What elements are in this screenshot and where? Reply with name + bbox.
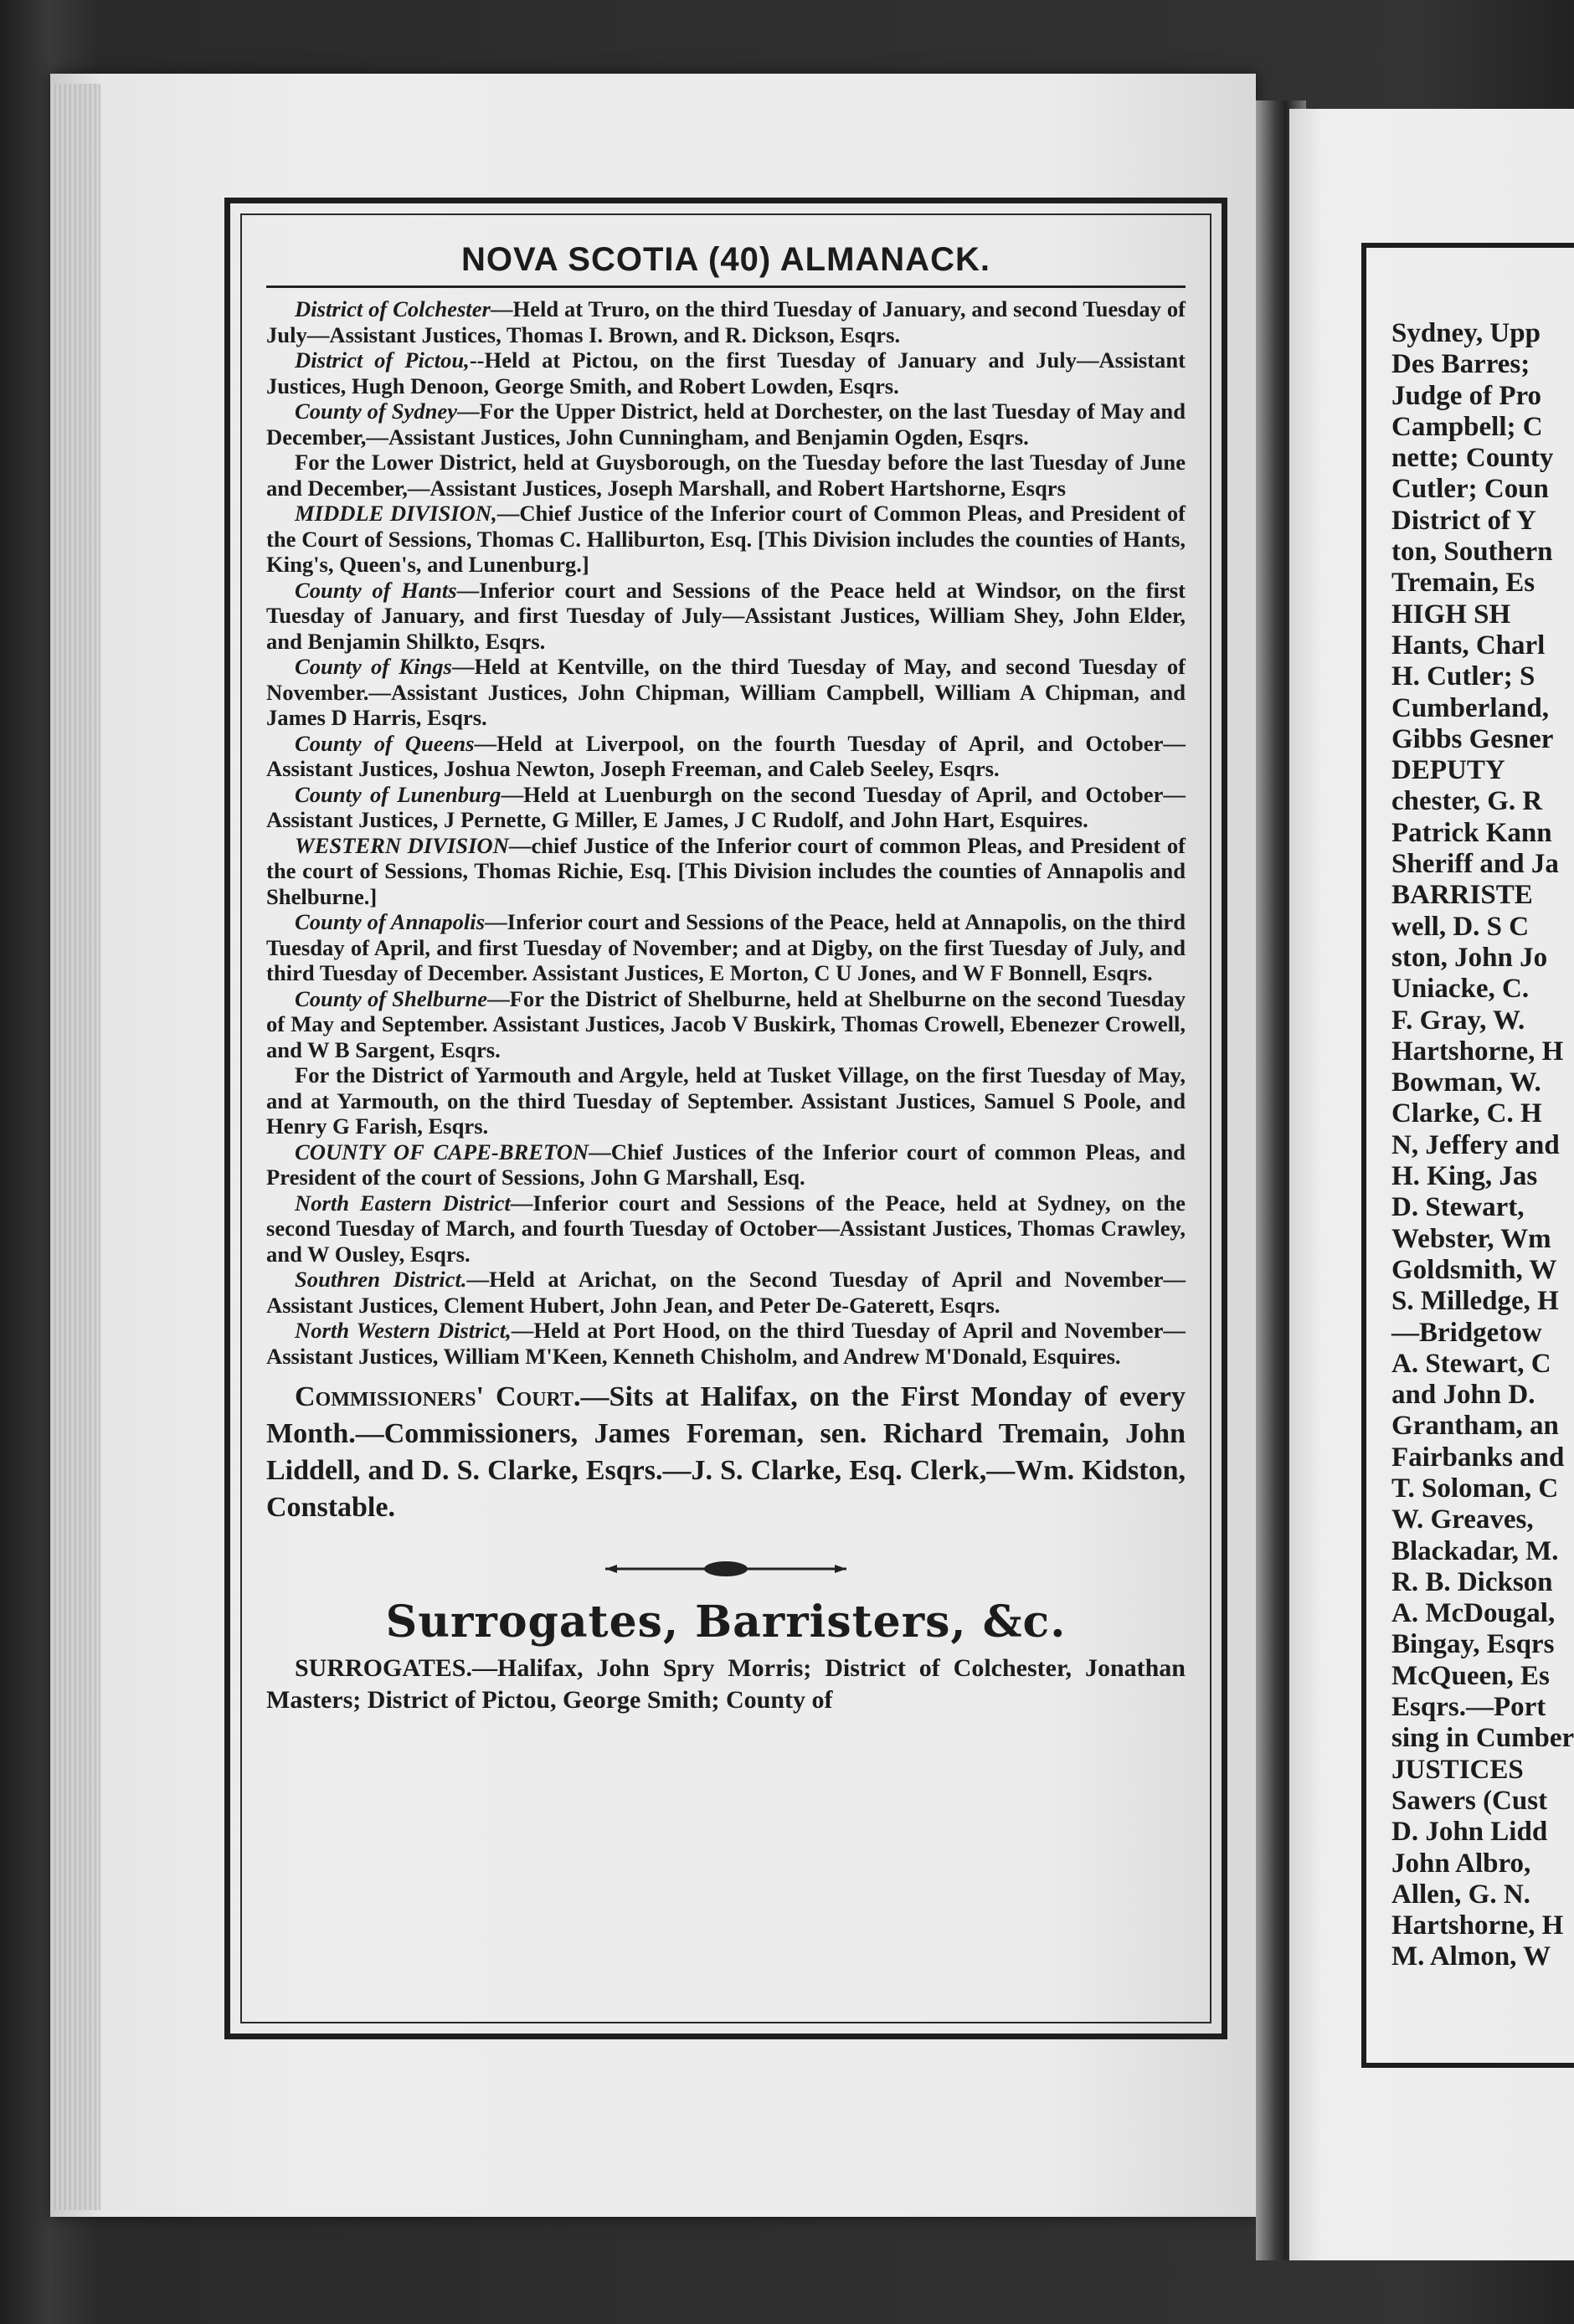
- right-page-line: Fairbanks and: [1391, 1442, 1565, 1473]
- right-page-line: Hartshorne, H: [1391, 1910, 1564, 1941]
- right-page-line: H. King, Jas: [1391, 1161, 1538, 1192]
- commissioners-text: —Sits at Halifax, on the First Monday of every Month.—Commissioners, James Foreman, sen. Richard Tremain, John Liddell, and D. S. Clarke, Esqrs.—J. S. Clarke, Esq. Clerk,—Wm. Kidston, Constable.: [266, 1381, 1186, 1523]
- court-entry: [266, 782, 1186, 833]
- right-page-line: D. John Lidd: [1391, 1817, 1548, 1848]
- court-entry: [266, 909, 1186, 986]
- court-entry-text: For the District of Yarmouth and Argyle, held at Tusket Village, on the first Tuesday of May, and at Yarmouth, on the third Tuesday of September. Assistant Justices, Samuel S Poole, and Henry G Farish, Esqrs.: [266, 1062, 1186, 1139]
- right-page-line: Tremain, Es: [1391, 568, 1535, 599]
- right-page-line: N, Jeffery and: [1391, 1129, 1560, 1160]
- right-page-line: DEPUTY: [1391, 755, 1505, 786]
- court-entry-text: —Held at Arichat, on the Second Tuesday of April and November—Assistant Justices, Clement Hubert, John Jean, and Peter De-Gaterett, Esqrs.: [266, 1267, 1186, 1318]
- court-entry-text: —Chief Justices of the Inferior court of common Pleas, and President of the court of Sessions, John G Marshall, Esq.: [266, 1139, 1186, 1190]
- court-entry: [266, 1062, 1186, 1139]
- court-entry: [266, 1190, 1186, 1267]
- right-page-line: T. Soloman, C: [1391, 1473, 1559, 1504]
- right-page-line: S. Milledge, H: [1391, 1286, 1559, 1317]
- court-entry: [266, 578, 1186, 655]
- surrogates-text: —Halifax, John Spry Morris; District of Colchester, Jonathan Masters; District of Pictou, George Smith; County of: [266, 1654, 1186, 1714]
- court-entry: [266, 1318, 1186, 1369]
- right-page-line: Goldsmith, W: [1391, 1254, 1557, 1285]
- right-page-line: Hants, Charl: [1391, 630, 1546, 661]
- court-entry-lead: COUNTY OF CAPE-BRETON: [295, 1139, 589, 1165]
- right-page-line: F. Gray, W.: [1391, 1005, 1525, 1036]
- court-entry-lead: North Western District,: [295, 1318, 512, 1343]
- right-page-line: M. Almon, W: [1391, 1941, 1551, 1972]
- court-entry-text: For the Lower District, held at Guysborough, on the Tuesday before the last Tuesday of June and December,—Assistant Justices, Joseph Marshall, and Robert Hartshorne, Esqrs: [266, 450, 1186, 501]
- title-rule: [266, 285, 1186, 288]
- right-page-line: Gibbs Gesner: [1391, 723, 1554, 754]
- right-page-line: JUSTICES: [1391, 1754, 1524, 1785]
- court-entry-lead: WESTERN DIVISION: [295, 832, 509, 858]
- court-entry-text: —For the Upper District, held at Dorchester, on the last Tuesday of May and December,—Assistant Justices, John Cunningham, and Benjamin Ogden, Esqrs.: [266, 398, 1186, 450]
- right-page-line: Webster, Wm: [1391, 1223, 1551, 1254]
- right-page-line: Esqrs.—Port: [1391, 1692, 1546, 1723]
- right-page-line: A. Stewart, C: [1391, 1348, 1551, 1379]
- court-entry-text: —Chief Justice of the Inferior court of Common Pleas, and President of the Court of Sessions, Thomas C. Halliburton, Esq. [This Division includes the counties of Hants, King's, Queen's, and Lunenburg.]: [266, 501, 1186, 577]
- court-entry: [266, 296, 1186, 347]
- right-page-line: HIGH SH: [1391, 599, 1511, 630]
- court-entry: [266, 347, 1186, 398]
- right-page-line: ston, John Jo: [1391, 942, 1548, 973]
- right-page-line: Des Barres;: [1391, 349, 1530, 380]
- right-page-line: Sydney, Upp: [1391, 318, 1541, 348]
- court-entries: [266, 296, 1186, 1369]
- commissioners-court: [266, 1379, 1186, 1526]
- surrogates-lead: SURROGATES.: [295, 1654, 472, 1682]
- right-page: [1289, 109, 1574, 2260]
- right-page-line: chester, G. R: [1391, 786, 1543, 817]
- right-page-line: ton, Southern: [1391, 537, 1553, 568]
- right-page-line: A. McDougal,: [1391, 1598, 1556, 1629]
- court-entry-text: —chief Justice of the Inferior court of common Pleas, and President of the court of Sessions, Thomas Richie, Esq. [This Division includes the counties of Annapolis and Shelburne.]: [266, 832, 1186, 909]
- ornament-divider-icon: [600, 1555, 851, 1583]
- court-entry-lead: District of Pictou,: [295, 347, 470, 373]
- court-entry: [266, 833, 1186, 910]
- right-page-line: BARRISTE: [1391, 880, 1533, 911]
- court-entry-text: —Held at Liverpool, on the fourth Tuesday of April, and October—Assistant Justices, Joshua Newton, Joseph Freeman, and Caleb Seeley, Esqrs.: [266, 730, 1186, 781]
- right-page-line: Patrick Kann: [1391, 817, 1552, 848]
- right-page-line: Bingay, Esqrs: [1391, 1629, 1555, 1660]
- court-entry: [266, 1267, 1186, 1318]
- right-page-line: District of Y: [1391, 505, 1536, 536]
- court-entry-text: —Inferior court and Sessions of the Peace, held at Annapolis, on the third Tuesday of April, and first Tuesday of November; and at Digby, on the first Tuesday of July, and third Tuesday of December. Assistant Justices, E Morton, C U Jones, and W F Bonnell, Esqrs.: [266, 909, 1186, 985]
- right-page-line: Allen, G. N.: [1391, 1879, 1530, 1910]
- court-entry-lead: County of Kings: [295, 654, 452, 679]
- court-entry-lead: District of Colchester: [295, 296, 491, 321]
- court-entry-text: —Inferior court and Sessions of the Peace held at Windsor, on the first Tuesday of January, and first Tuesday of July—Assistant Justices, William Shey, John Elder, and Benjamin Shilkto, Esqrs.: [266, 577, 1186, 654]
- right-page-line: Hartshorne, H: [1391, 1036, 1564, 1067]
- right-page-line: Judge of Pro: [1391, 380, 1542, 411]
- court-entry-text: —Held at Kentville, on the third Tuesday of May, and second Tuesday of November.—Assistant Justices, John Chipman, William Campbell, William A Chipman, and James D Harris, Esqrs.: [266, 654, 1186, 730]
- right-page-line: Bowman, W.: [1391, 1067, 1541, 1098]
- commissioners-lead: Commissioners' Court.: [295, 1381, 581, 1412]
- court-entry: [266, 731, 1186, 782]
- right-page-line: and John D.: [1391, 1380, 1535, 1411]
- right-page-line: Blackadar, M.: [1391, 1535, 1559, 1566]
- surrogates-paragraph: [266, 1653, 1186, 1716]
- right-page-line: Cumberland,: [1391, 692, 1549, 723]
- court-entry-lead: County of Hants: [295, 577, 457, 603]
- right-page-line: sing in Cumber: [1391, 1723, 1574, 1754]
- court-entry-text: —Held at Truro, on the third Tuesday of January, and second Tuesday of July—Assistant Justices, Thomas I. Brown, and R. Dickson, Esqrs.: [266, 296, 1186, 347]
- court-entry: [266, 986, 1186, 1063]
- right-page-line: Uniacke, C.: [1391, 974, 1530, 1005]
- court-entry: [266, 1139, 1186, 1190]
- right-page-line: —Bridgetow: [1391, 1317, 1542, 1348]
- court-entry-lead: County of Annapolis: [295, 909, 486, 934]
- right-page-line: well, D. S C: [1391, 911, 1530, 942]
- right-page-line: R. B. Dickson: [1391, 1566, 1553, 1597]
- section-title: Surrogates, Barristers, &c.: [385, 1596, 1067, 1648]
- court-entry: [266, 398, 1186, 450]
- right-page-line: Clarke, C. H: [1391, 1098, 1542, 1129]
- right-page-line: McQueen, Es: [1391, 1660, 1550, 1691]
- court-entry: [266, 501, 1186, 578]
- court-entry-lead: County of Lunenburg: [295, 781, 502, 807]
- court-entry-text: --Held at Pictou, on the first Tuesday of January and July—Assistant Justices, Hugh Denoon, George Smith, and Robert Lowden, Esqrs.: [266, 347, 1186, 398]
- court-entry-lead: North Eastern District: [295, 1190, 511, 1216]
- court-entry-lead: County of Sydney: [295, 398, 458, 424]
- court-entry-lead: County of Queens: [295, 730, 475, 756]
- court-entry-text: —Held at Luenburgh on the second Tuesday of April, and October—Assistant Justices, J Pernette, G Miller, E James, J C Rudolf, and John Hart, Esquires.: [266, 781, 1186, 832]
- page-title: NOVA SCOTIA (40) ALMANACK.: [461, 241, 990, 278]
- right-page-line: D. Stewart,: [1391, 1192, 1525, 1223]
- court-entry-lead: Southren District.: [295, 1267, 467, 1292]
- court-entry-text: —Held at Port Hood, on the third Tuesday of April and November—Assistant Justices, William M'Keen, Kenneth Chisholm, and Andrew M'Donald, Esquires.: [266, 1318, 1186, 1369]
- right-page-line: Campbell; C: [1391, 411, 1543, 442]
- right-page-line: Sheriff and Ja: [1391, 849, 1559, 880]
- court-entry-lead: County of Shelburne: [295, 985, 488, 1011]
- page-edges: [50, 84, 100, 2210]
- page-content: [266, 241, 1186, 1716]
- right-page-line: nette; County: [1391, 443, 1554, 474]
- right-page-line: H. Cutler; S: [1391, 661, 1535, 692]
- right-page-line: W. Greaves,: [1391, 1504, 1534, 1535]
- court-entry-lead: MIDDLE DIVISION,: [295, 501, 497, 526]
- right-page-line: Grantham, an: [1391, 1411, 1559, 1442]
- court-entry: [266, 654, 1186, 731]
- right-page-line: Cutler; Coun: [1391, 474, 1549, 505]
- right-page-line: John Albro,: [1391, 1848, 1531, 1879]
- court-entry-text: —For the District of Shelburne, held at Shelburne on the second Tuesday of May and September. Assistant Justices, Jacob V Buskirk, Thomas Crowell, Ebenezer Crowell, and W B Sargent, Esqrs.: [266, 985, 1186, 1062]
- right-page-text: [1391, 318, 1574, 1973]
- court-entry: [266, 450, 1186, 501]
- court-entry-text: —Inferior court and Sessions of the Peace, held at Sydney, on the second Tuesday of March, and fourth Tuesday of October—Assistant Justices, Thomas Crawley, and W Ousley, Esqrs.: [266, 1190, 1186, 1267]
- right-page-line: Sawers (Cust: [1391, 1785, 1548, 1816]
